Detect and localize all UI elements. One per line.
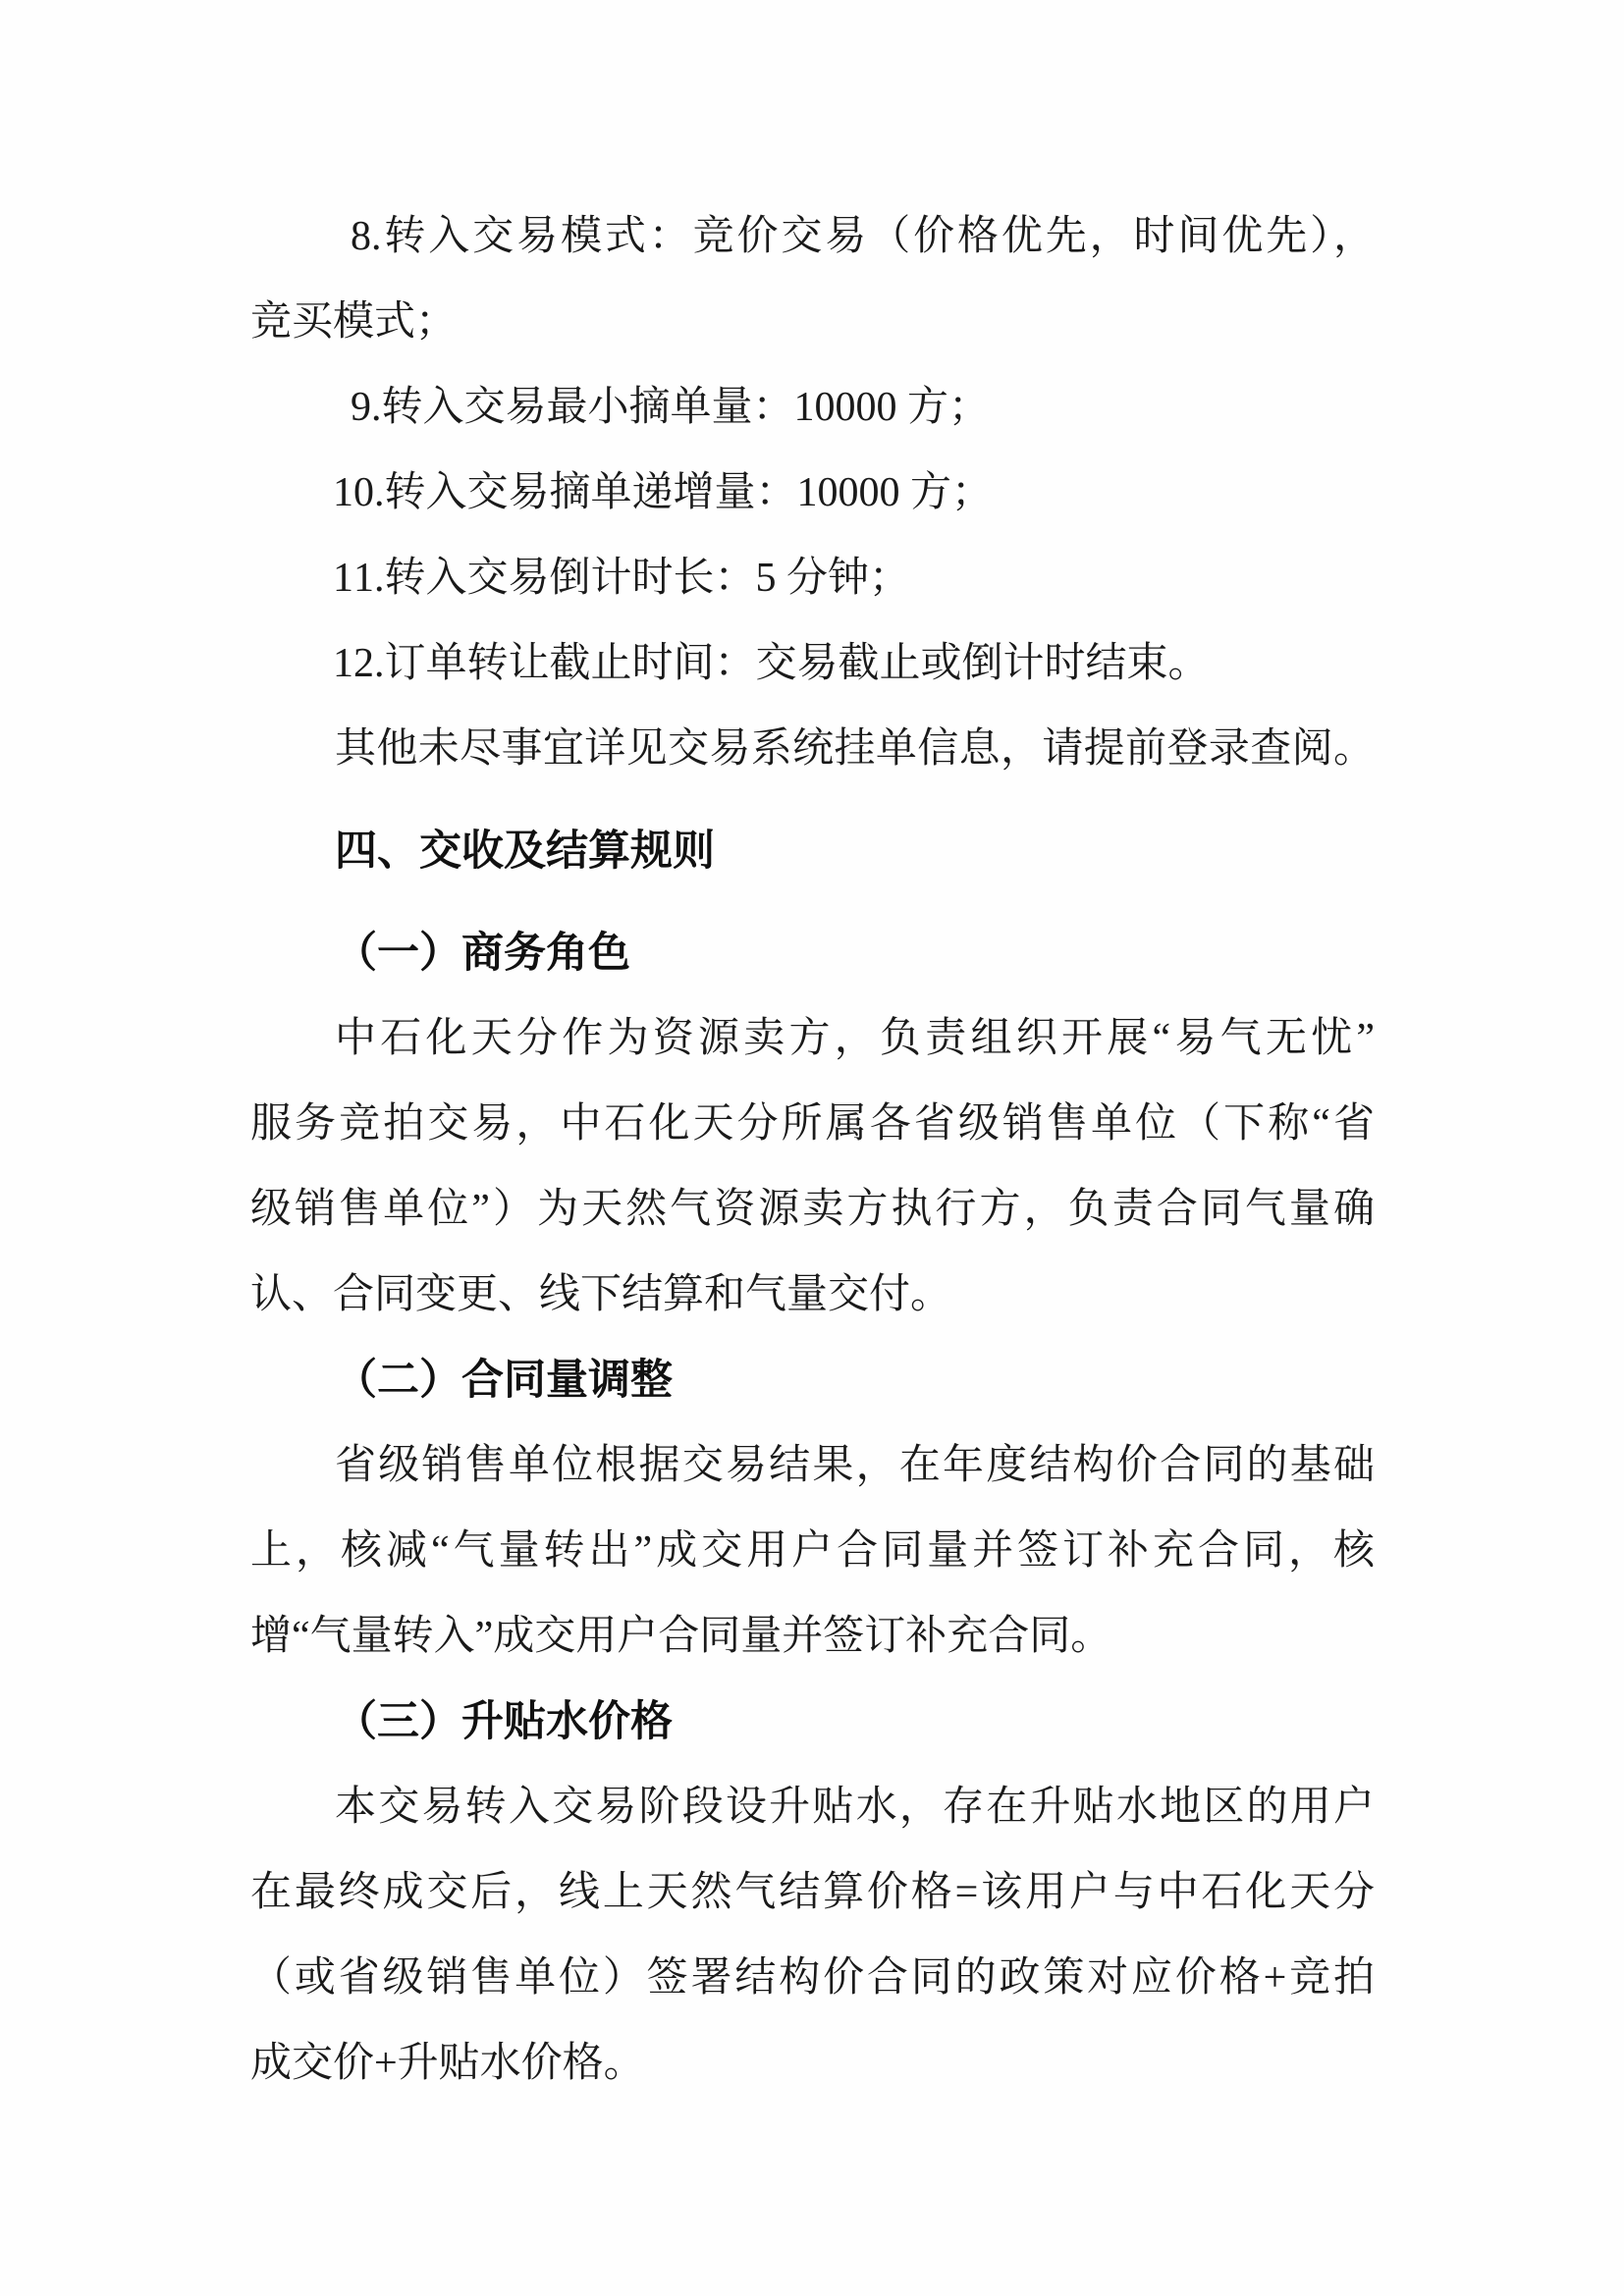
section-heading: 四、交收及结算规则 xyxy=(335,828,715,875)
section-heading: （一）商务角色 xyxy=(335,930,630,977)
text-line: 增“气量转入”成交用户合同量并签订补充合同。 xyxy=(250,1614,1112,1659)
text-line: 10.转入交易摘单递增量：10000 方； xyxy=(333,470,994,515)
text-line: 9.转入交易最小摘单量：10000 方； xyxy=(351,385,991,430)
text-line: 其他未尽事宜详见交易系统挂单信息，请提前登录查阅。 xyxy=(335,726,1375,772)
text-line: 12.订单转让截止时间：交易截止或倒计时结束。 xyxy=(333,641,1210,686)
text-line: 8.转入交易模式：竞价交易（价格优先，时间优先）， xyxy=(351,214,1375,259)
text-line: 上，核减“气量转出”成交用户合同量并签订补充合同，核 xyxy=(250,1528,1375,1574)
text-column xyxy=(250,194,1375,2107)
text-line: 本交易转入交易阶段设升贴水，存在升贴水地区的用户 xyxy=(335,1785,1375,1830)
text-line: 级销售单位”）为天然气资源卖方执行方，负责合同气量确 xyxy=(250,1187,1375,1232)
text-line: 认、合同变更、线下结算和气量交付。 xyxy=(250,1272,952,1317)
text-line: 省级销售单位根据交易结果，在年度结构价合同的基础 xyxy=(335,1443,1375,1488)
text-line: 竞买模式； xyxy=(250,299,458,345)
text-line: 在最终成交后，线上天然气结算价格=该用户与中石化天分 xyxy=(250,1870,1375,1915)
text-line: （或省级销售单位）签署结构价合同的政策对应价格+竞拍 xyxy=(250,1955,1375,2001)
section-heading: （二）合同量调整 xyxy=(335,1357,673,1404)
text-line: 服务竞拍交易，中石化天分所属各省级销售单位（下称“省 xyxy=(250,1101,1375,1147)
text-line: 成交价+升贴水价格。 xyxy=(250,2041,645,2086)
section-heading: （三）升贴水价格 xyxy=(335,1698,673,1745)
text-line: 11.转入交易倒计时长：5 分钟； xyxy=(333,556,911,601)
text-line: 中石化天分作为资源卖方，负责组织开展“易气无忧” xyxy=(335,1016,1375,1061)
